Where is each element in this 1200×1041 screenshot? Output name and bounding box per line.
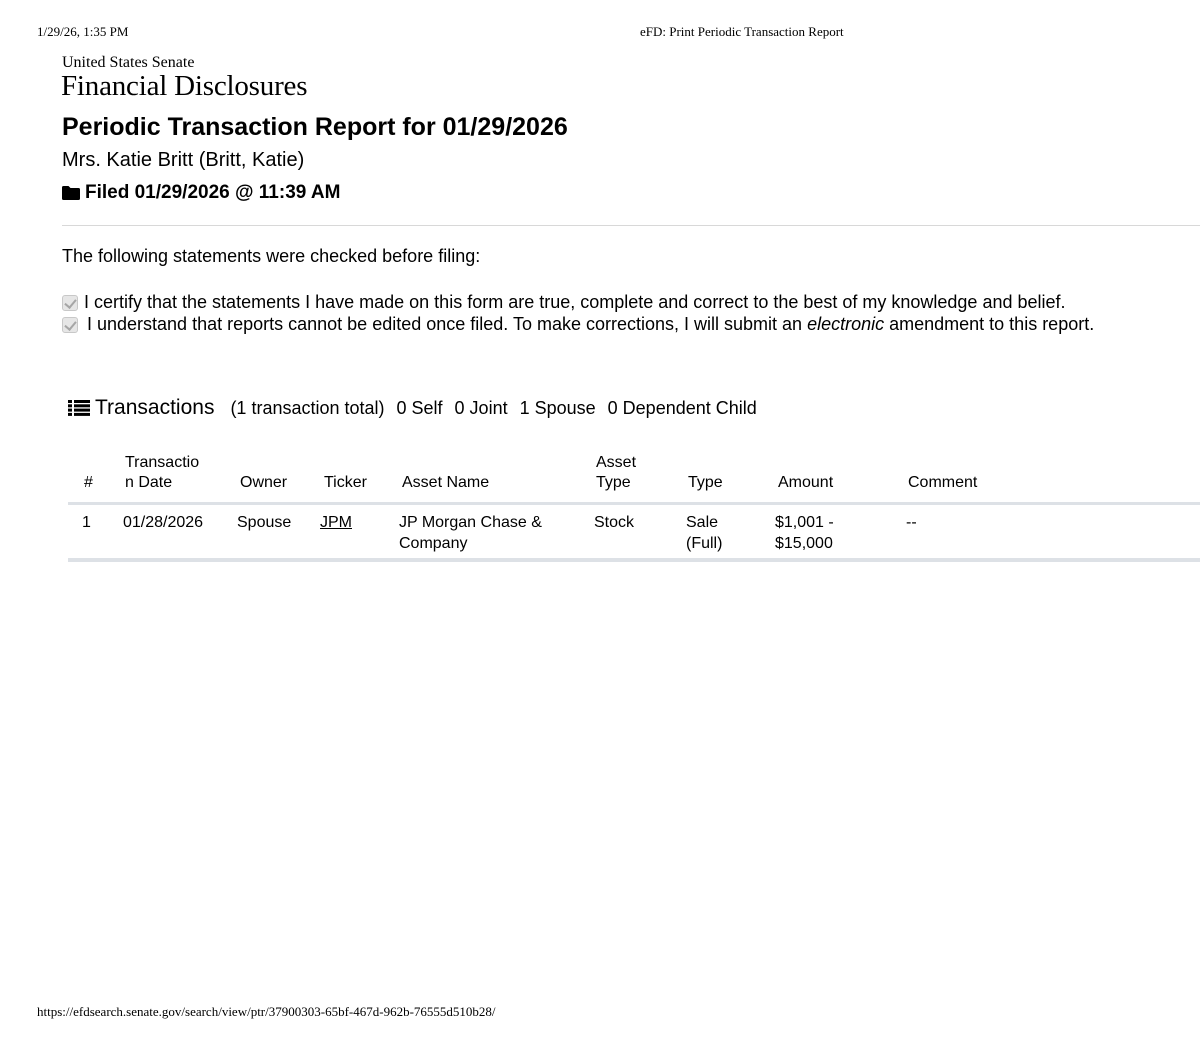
col-header-date: Transactio n Date bbox=[125, 454, 200, 491]
folder-icon bbox=[62, 186, 80, 200]
filer-name: Mrs. Katie Britt (Britt, Katie) bbox=[62, 149, 305, 171]
certify-checkbox[interactable] bbox=[62, 295, 78, 311]
brand-title: Financial Disclosures bbox=[61, 70, 308, 102]
col-header-owner: Owner bbox=[240, 474, 288, 491]
count-joint: 0 Joint bbox=[454, 398, 508, 418]
understand-text: I understand that reports cannot be edited once filed. To make corrections, I will submit an electronic amendment to this report. bbox=[87, 314, 1095, 334]
table-row bbox=[68, 505, 1200, 562]
understand-statement bbox=[62, 314, 1094, 335]
col-header-comment: Comment bbox=[908, 474, 978, 491]
cell-asset-type: Stock bbox=[594, 514, 635, 531]
certify-statement bbox=[62, 292, 1066, 313]
cell-date: 01/28/2026 bbox=[123, 514, 204, 531]
count-spouse: 1 Spouse bbox=[519, 398, 596, 418]
col-header-asset-name: Asset Name bbox=[402, 474, 490, 491]
statements-intro: The following statements were checked before filing: bbox=[62, 246, 481, 266]
cell-num: 1 bbox=[82, 514, 91, 531]
cell-ticker bbox=[320, 512, 352, 533]
transactions-title: Transactions bbox=[95, 396, 215, 419]
col-header-num: # bbox=[84, 474, 93, 491]
ticker-link[interactable]: JPM bbox=[320, 514, 352, 531]
count-dependent-child: 0 Dependent Child bbox=[607, 398, 757, 418]
brand-subtitle: United States Senate bbox=[62, 54, 195, 71]
certify-text: I certify that the statements I have made on this form are true, complete and correct to the best of my knowledge and belief. bbox=[84, 292, 1066, 312]
cell-amount: $1,001 - $15,000 bbox=[775, 514, 834, 552]
filed-status bbox=[62, 182, 340, 204]
print-page-title: eFD: Print Periodic Transaction Report bbox=[640, 24, 844, 39]
page-title: Periodic Transaction Report for 01/29/2026 bbox=[62, 113, 568, 141]
col-header-ticker: Ticker bbox=[324, 474, 367, 491]
print-datetime: 1/29/26, 1:35 PM bbox=[37, 24, 129, 39]
cell-comment: -- bbox=[906, 514, 917, 531]
col-header-amount: Amount bbox=[778, 474, 834, 491]
count-self: 0 Self bbox=[396, 398, 443, 418]
cell-asset-name: JP Morgan Chase & Company bbox=[399, 514, 542, 552]
section-divider bbox=[62, 225, 1200, 226]
cell-owner: Spouse bbox=[237, 514, 292, 531]
list-icon bbox=[68, 400, 90, 416]
filed-date-text: Filed 01/29/2026 @ 11:39 AM bbox=[85, 182, 341, 203]
understand-checkbox[interactable] bbox=[62, 317, 78, 333]
transactions-table bbox=[68, 452, 1200, 562]
transactions-header bbox=[68, 396, 769, 420]
transactions-total: (1 transaction total) bbox=[230, 398, 385, 418]
col-header-type: Type bbox=[688, 474, 723, 491]
print-footer-url: https://efdsearch.senate.gov/search/view/ptr/37900303-65bf-467d-962b-76555d510b28/ bbox=[37, 1004, 496, 1019]
col-header-asset-type: Asset Type bbox=[596, 454, 637, 491]
table-header bbox=[68, 452, 1200, 505]
cell-type: Sale (Full) bbox=[686, 514, 723, 552]
understand-emphasis: electronic bbox=[807, 314, 885, 334]
